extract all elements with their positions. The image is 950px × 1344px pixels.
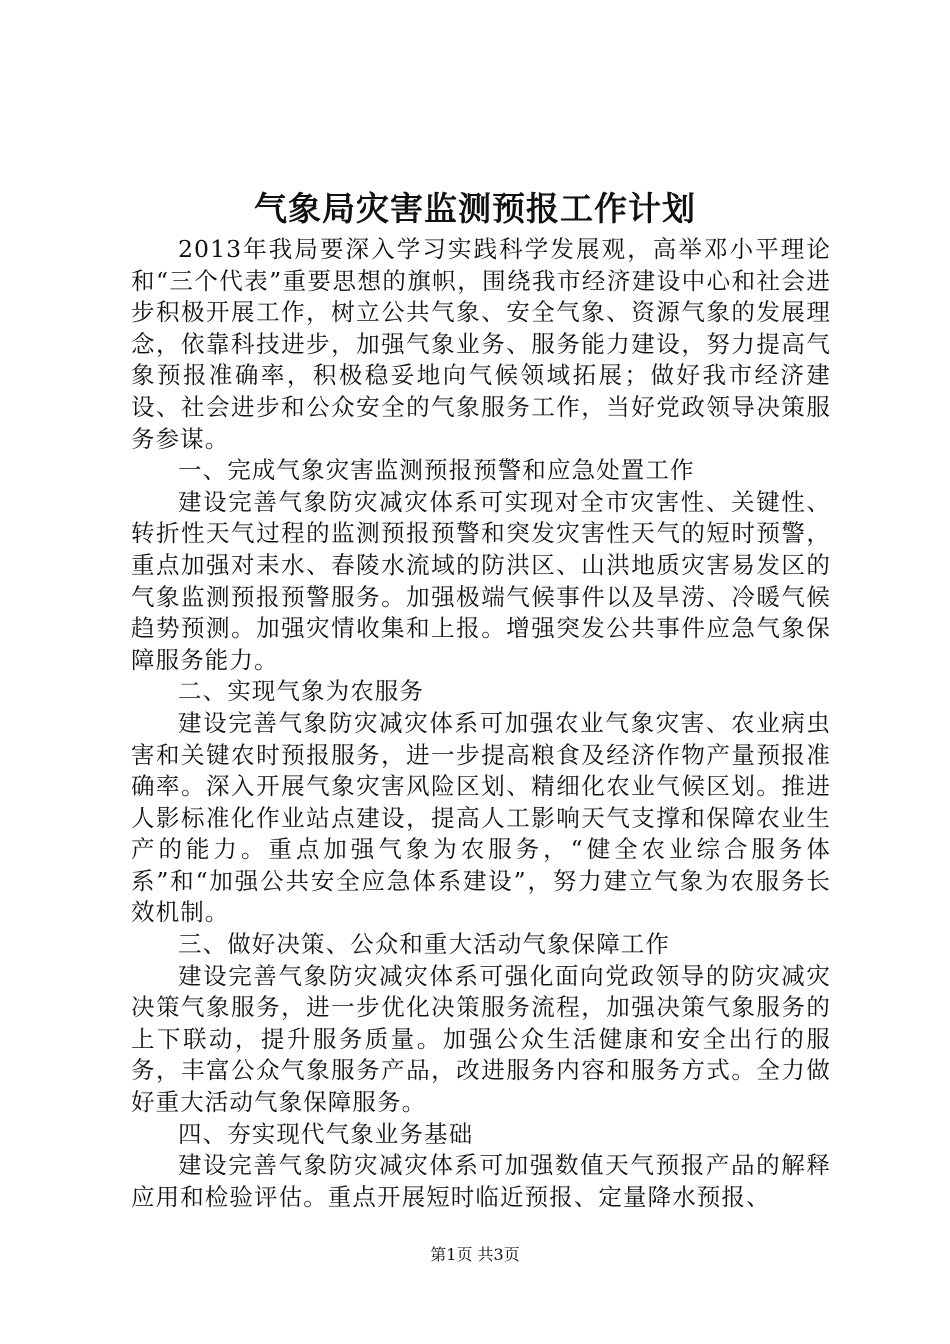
document-title: 气象局灾害监测预报工作计划 [254,189,696,228]
section-heading-1: 一、完成气象灾害监测预报预警和应急处置工作 [178,456,695,485]
section-paragraph-1: 建设完善气象防灾减灾体系可实现对全市灾害性、关键性、转折性天气过程的监测预报预警和突发灾害性天气的短时预警，重点加强对耒水、春陵水流域的防洪区、山洪地质灾害易发区的气象监测预报预警服务。加强极端气候事件以及旱涝、冷暖气候趋势预测。加强灾情收集和上报。增强突发公共事件应急气象保障服务能力。 [131,487,831,674]
intro-paragraph: 2013年我局要深入学习实践科学发展观，高举邓小平理论和“三个代表”重要思想的旗帜，围绕我市经济建设中心和社会进步积极开展工作，树立公共气象、安全气象、资源气象的发展理念，依靠科技进步，加强气象业务、服务能力建设，努力提高气象预报准确率，积极稳妥地向气候领域拓展；做好我市经济建设、社会进步和公众安全的气象服务工作，当好党政领导决策服务参谋。 [131,235,831,453]
page-footer: 第1页 共3页 [430,1245,520,1264]
section-paragraph-3: 建设完善气象防灾减灾体系可强化面向党政领导的防灾减灾决策气象服务，进一步优化决策服务流程，加强决策气象服务的上下联动，提升服务质量。加强公众生活健康和安全出行的服务，丰富公众气象服务产品，改进服务内容和服务方式。全力做好重大活动气象保障服务。 [131,961,831,1117]
section-heading-2: 二、实现气象为农服务 [178,677,424,706]
section-heading-3: 三、做好决策、公众和重大活动气象保障工作 [178,930,670,959]
document-body [131,234,831,1213]
section-heading-4: 四、夯实现代气象业务基础 [178,1119,474,1148]
section-paragraph-2: 建设完善气象防灾减灾体系可加强农业气象灾害、农业病虫害和关键农时预报服务，进一步提高粮食及经济作物产量预报准确率。深入开展气象灾害风险区划、精细化农业气候区划。推进人影标准化作业站点建设，提高人工影响天气支撑和保障农业生产的能力。重点加强气象为农服务，“健全农业综合服务体系”和“加强公共安全应急体系建设”，努力建立气象为农服务长效机制。 [131,708,831,927]
section-paragraph-4: 建设完善气象防灾减灾体系可加强数值天气预报产品的解释应用和检验评估。重点开展短时临近预报、定量降水预报、 [131,1151,831,1211]
